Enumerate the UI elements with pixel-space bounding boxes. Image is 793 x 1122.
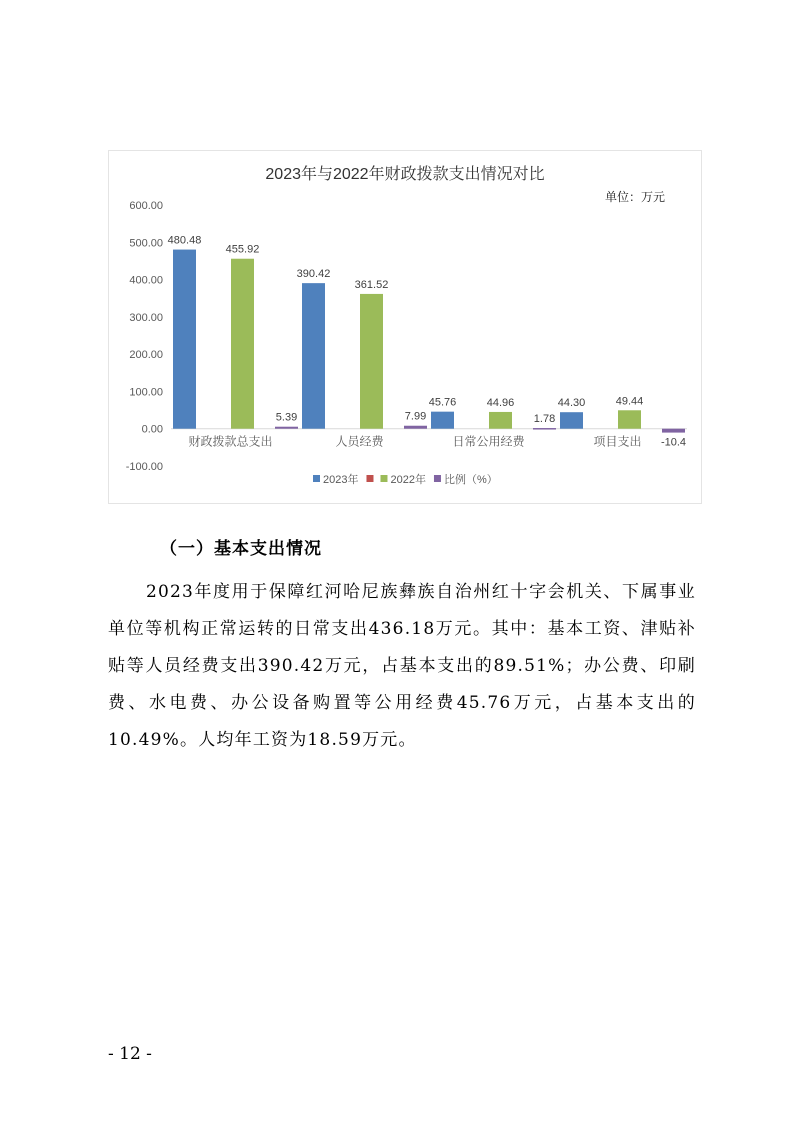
- data-label: 5.39: [275, 411, 298, 424]
- data-label: 361.52: [354, 278, 389, 291]
- bar-4-4: [662, 429, 685, 433]
- legend-label: 比例（%）: [443, 474, 498, 486]
- chart-canvas: [109, 151, 701, 503]
- data-label: 44.30: [557, 397, 586, 410]
- data-label: -10.4: [660, 436, 687, 449]
- bar-4-2: [404, 426, 427, 429]
- data-label: 45.76: [428, 396, 457, 409]
- basic-expenditure-paragraph: 2023年度用于保障红河哈尼族彝族自治州红十字会机关、下属事业单位等机构正常运转的日常支出436.18万元。其中：基本工资、津贴补贴等人员经费支出390.42万元，占基本支出的89.51%；办公费、印刷费、水电费、办公设备购置等公用经费45.76万元，占基本支出的10.49%。人均年工资为18.59万元。: [108, 582, 696, 750]
- legend-swatch: [313, 475, 320, 482]
- legend-label: 2023年: [323, 474, 359, 486]
- bar-1-3: [431, 412, 454, 429]
- legend-swatch: [380, 475, 387, 482]
- bar-4-3: [533, 428, 556, 430]
- data-label: 390.42: [296, 268, 331, 281]
- section-heading: （一）基本支出情况: [160, 539, 322, 559]
- expenditure-comparison-chart: [108, 150, 702, 504]
- legend-swatch: [366, 475, 373, 482]
- data-label: 1.78: [533, 413, 556, 426]
- y-tick-label: 600.00: [129, 200, 163, 212]
- category-label: 日常公用经费: [452, 434, 525, 449]
- category-label: 项目支出: [593, 434, 642, 449]
- bar-3-2: [360, 294, 383, 429]
- category-label: 财政拨款总支出: [188, 434, 273, 449]
- data-label: 44.96: [486, 396, 515, 409]
- bar-1-4: [560, 412, 583, 429]
- bar-4-1: [275, 427, 298, 429]
- data-label: 480.48: [167, 234, 202, 247]
- legend-label: 2022年: [390, 474, 426, 486]
- y-tick-label: 500.00: [129, 237, 163, 250]
- category-label: 人员经费: [335, 434, 384, 449]
- y-tick-label: 300.00: [129, 311, 163, 324]
- y-tick-label: 200.00: [129, 349, 163, 362]
- bar-1-2: [302, 283, 325, 429]
- y-tick-label: 100.00: [129, 386, 163, 399]
- y-tick-label: -100.00: [125, 461, 163, 473]
- data-label: 455.92: [225, 243, 260, 256]
- legend-swatch: [434, 475, 441, 482]
- chart-unit-label: 单位：万元: [604, 190, 665, 204]
- data-label: 7.99: [404, 410, 427, 423]
- bar-3-3: [489, 412, 512, 429]
- bar-1-1: [173, 250, 196, 429]
- bar-3-4: [618, 410, 641, 428]
- y-tick-label: 0.00: [141, 423, 163, 436]
- data-label: 49.44: [615, 395, 644, 408]
- chart-title: 2023年与2022年财政拨款支出情况对比: [265, 166, 545, 183]
- page-number: - 12 -: [108, 1044, 152, 1064]
- bar-3-1: [231, 259, 254, 429]
- y-tick-label: 400.00: [129, 274, 163, 287]
